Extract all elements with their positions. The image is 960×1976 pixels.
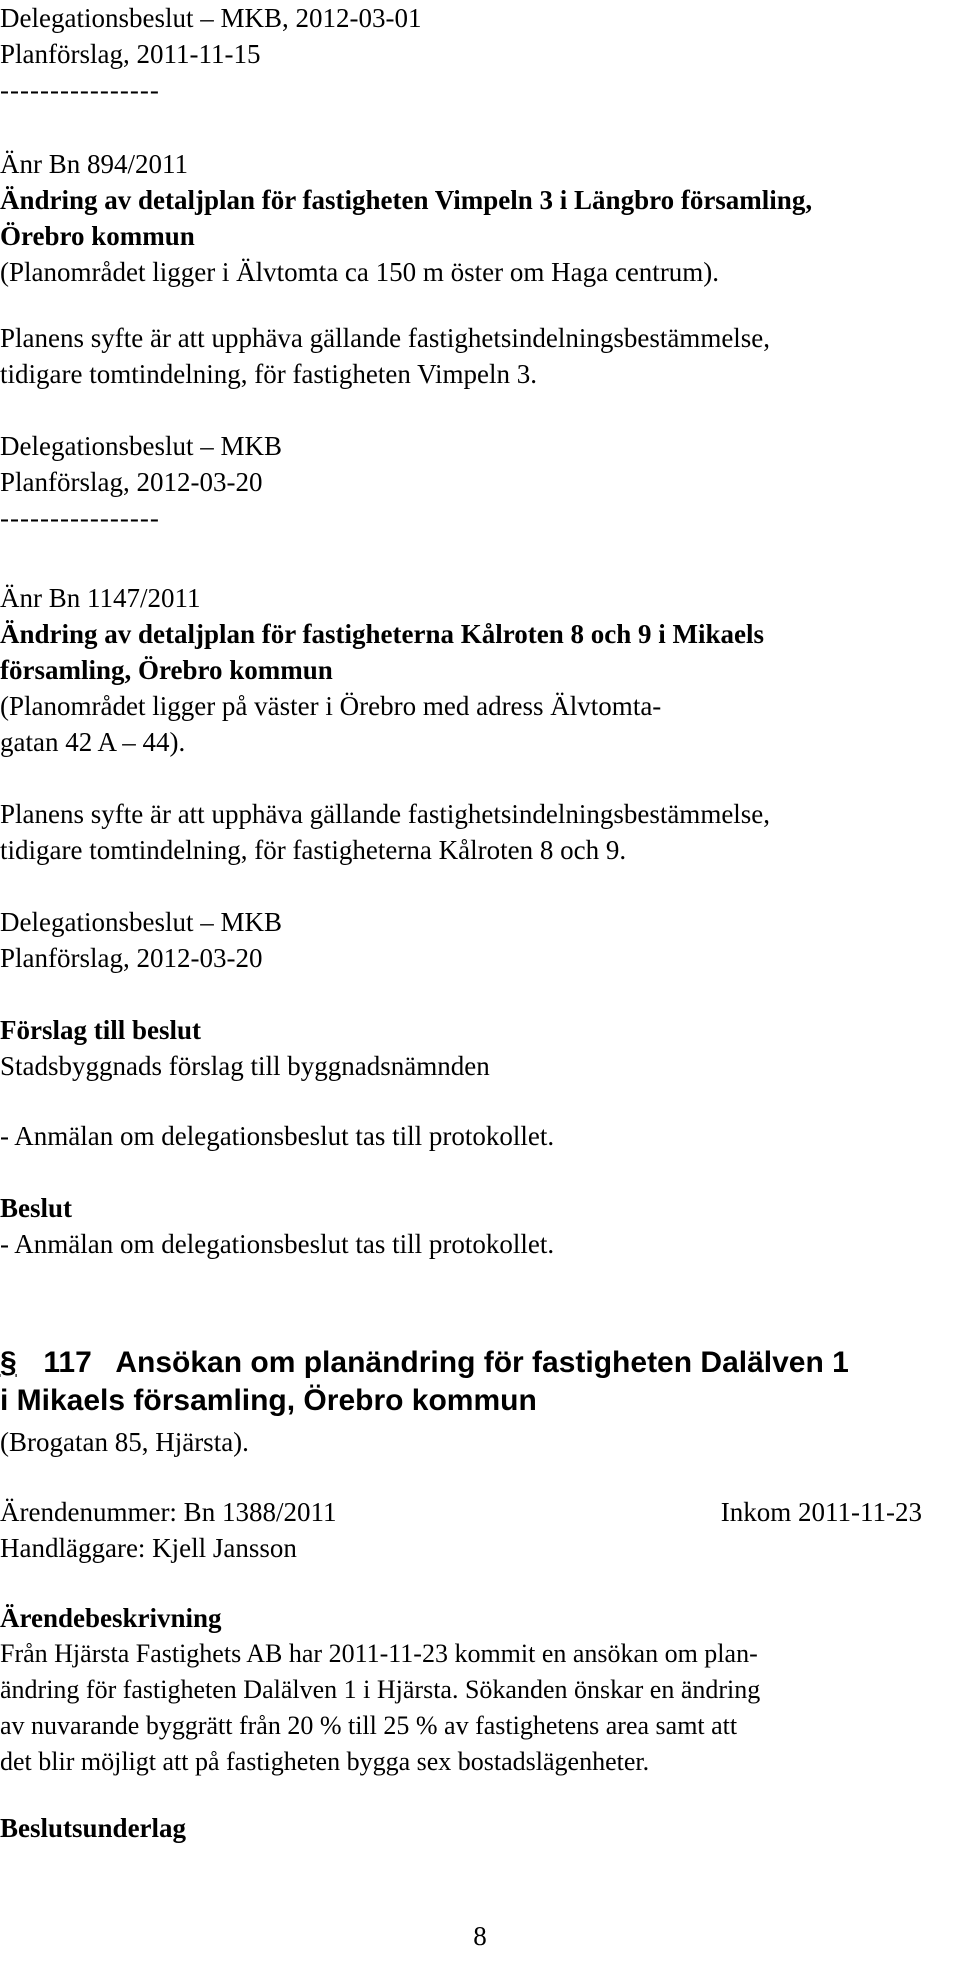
handler: Handläggare: Kjell Jansson [0,1533,297,1563]
item-1-separator: ---------------- [0,75,160,105]
decision-section [0,1190,950,1262]
basis-section [0,1810,950,1846]
item-1-decision [0,428,950,536]
item-2-body [0,580,950,760]
decision-item-text: - Anmälan om delegationsbeslut tas till protokollet. [0,1229,555,1259]
item-1-title-line1: Ändring av detaljplan för fastigheten Vimpeln 3 i Längbro församling, [0,185,813,215]
item-1-title-line2: Örebro kommun [0,221,195,251]
item-1-decision2: Delegationsbeslut – MKB [0,431,282,461]
section-title-line1: Ansökan om planändring för fastigheten Dalälven 1 [115,1346,849,1379]
section-117-address [0,1424,950,1460]
item-2-planforslag2: Planförslag, 2012-03-20 [0,943,263,973]
incoming-date: Inkom 2011-11-23 [720,1497,922,1527]
proposal-item-text: - Anmälan om delegationsbeslut tas till protokollet. [0,1121,555,1151]
description-line-2: ändring för fastigheten Dalälven 1 i Hjärsta. Sökanden önskar en ändring [0,1675,761,1704]
item-2-anr: Änr Bn 1147/2011 [0,583,201,613]
proposal-item [0,1118,950,1154]
item-1-planforslag2: Planförslag, 2012-03-20 [0,467,263,497]
item-2-title-line2: församling, Örebro kommun [0,655,333,685]
item-2-separator: ---------------- [0,503,160,533]
item-2-purpose [0,796,950,868]
section-title-line2: i Mikaels församling, Örebro kommun [0,1384,537,1417]
item-1-purpose [0,320,950,392]
item-1-planforslag: Planförslag, 2011-11-15 [0,39,261,69]
item-1-body [0,146,950,290]
item-1-anr: Änr Bn 894/2011 [0,149,188,179]
item-2-decision [0,904,950,976]
description-line-3: av nuvarande byggrätt från 20 % till 25 % av fastighetens area samt att [0,1711,738,1740]
item-1-location: (Planområdet ligger i Älvtomta ca 150 m öster om Haga centrum). [0,257,720,287]
section-117-meta [0,1494,950,1566]
section-117-heading [0,1344,960,1420]
item-1-purpose-line1: Planens syfte är att upphäva gällande fastighetsindelningsbestämmelse, [0,323,771,353]
item-2-location-line1: (Planområdet ligger på väster i Örebro med adress Älvtomta- [0,691,662,721]
page-number: 8 [473,1921,487,1951]
section-symbol: § [0,1346,17,1379]
item-1-decision-line: Delegationsbeslut – MKB, 2012-03-01 [0,3,422,33]
proposal-heading: Förslag till beslut [0,1015,201,1045]
item-2-purpose-line1: Planens syfte är att upphäva gällande fastighetsindelningsbestämmelse, [0,799,771,829]
item-1-purpose-line2: tidigare tomtindelning, för fastigheten Vimpeln 3. [0,359,538,389]
item-2-location-line2: gatan 42 A – 44). [0,727,186,757]
proposal-section [0,1012,950,1084]
item-2-decision2: Delegationsbeslut – MKB [0,907,282,937]
description-section [0,1600,950,1780]
basis-heading: Beslutsunderlag [0,1813,187,1843]
section-number: 117 [43,1346,92,1379]
case-number: Ärendenummer: Bn 1388/2011 [0,1497,337,1527]
item-2-title-line1: Ändring av detaljplan för fastigheterna Kålroten 8 och 9 i Mikaels [0,619,764,649]
item-2-purpose-line2: tidigare tomtindelning, för fastigheterna Kålroten 8 och 9. [0,835,627,865]
section-address: (Brogatan 85, Hjärsta). [0,1427,249,1457]
description-heading: Ärendebeskrivning [0,1603,222,1633]
description-line-1: Från Hjärsta Fastighets AB har 2011-11-23 kommit en ansökan om plan- [0,1639,758,1668]
item-1-header [0,0,950,108]
proposal-line: Stadsbyggnads förslag till byggnadsnämnden [0,1051,490,1081]
description-line-4: det blir möjligt att på fastigheten bygga sex bostadslägenheter. [0,1747,650,1776]
decision-heading: Beslut [0,1193,73,1223]
